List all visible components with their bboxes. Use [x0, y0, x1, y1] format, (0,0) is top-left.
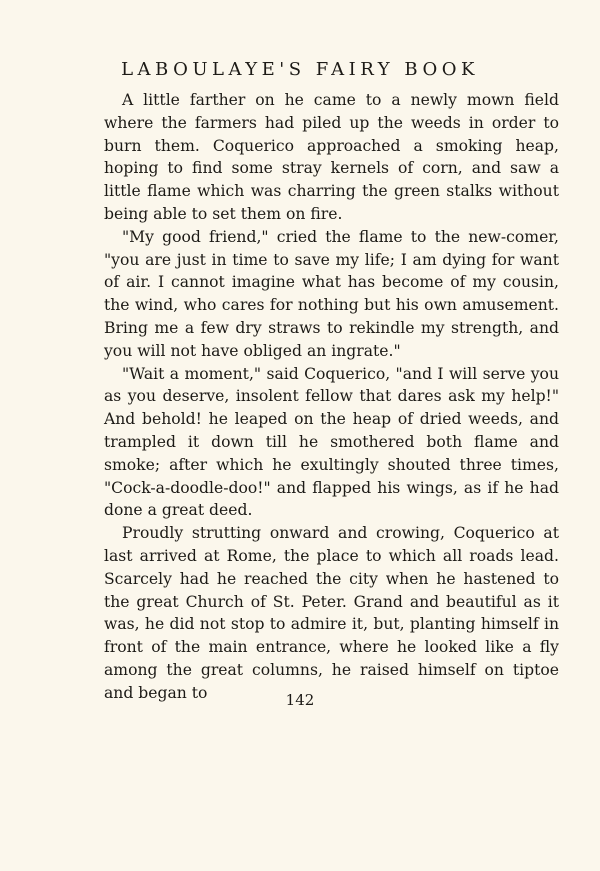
body-text: [104, 89, 559, 705]
paragraph: "Wait a moment," said Coquerico, "and I will serve you as you deserve, insolent fellow that dares ask my help!" And behold! he leaped on the heap of dried weeds, and trampled it down till he smothered both flame and smoke; after which he exultingly shouted three times, "Cock-a-doodle-doo!" and flapped his wings, as if he had done a great deed.: [104, 364, 559, 520]
running-head: LABOULAYE'S FAIRY BOOK: [121, 59, 479, 80]
paragraph: Proudly strutting onward and crowing, Coquerico at last arrived at Rome, the place to which all roads lead. Scarcely had he reached the city when he hastened to the great Church of St. Peter. Grand and beautiful as it was, he did not stop to admire it, but, planting himself in front of the main entrance, where he looked like a fly among the great columns, he raised himself on tiptoe and began to: [104, 524, 559, 702]
page-number: 142: [285, 691, 315, 709]
paragraph: A little farther on he came to a newly mown field where the farmers had piled up the weeds in order to burn them. Coquerico approached a smoking heap, hoping to find some stray kernels of corn, and saw a little flame which was charring the green stalks without being able to set them on fire.: [104, 91, 559, 223]
paragraph: "My good friend," cried the flame to the new-comer, "you are just in time to save my life; I am dying for want of air. I cannot imagine what has become of my cousin, the wind, who cares for nothing but his own amusement. Bring me a few dry straws to rekindle my strength, and you will not have obliged an ingrate.": [104, 227, 559, 360]
